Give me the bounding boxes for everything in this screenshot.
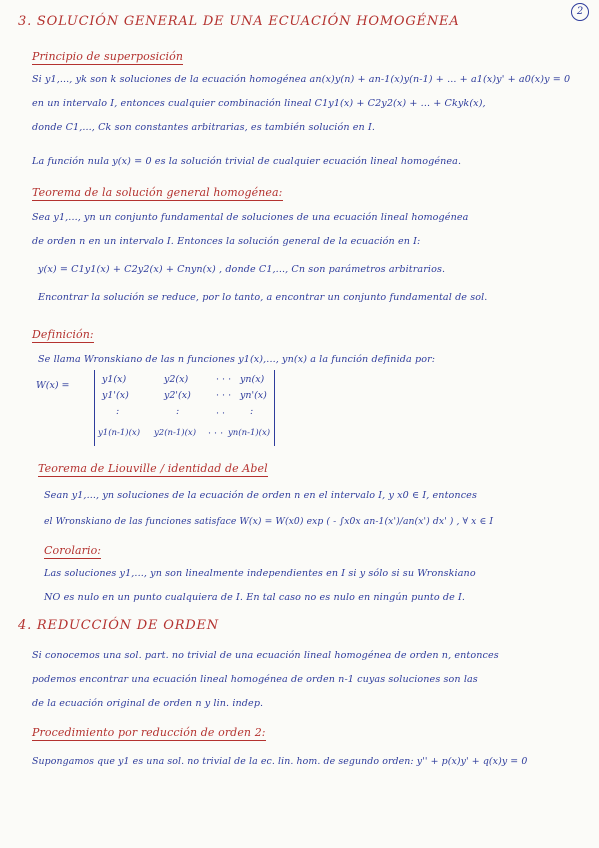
general-theorem-line-4: Encontrar la solución se reduce, por lo tanto, a encontrar un conjunto fundamental de sol. xyxy=(38,292,488,303)
matrix-cell: : xyxy=(116,406,120,417)
corollary-line-1: Las soluciones y1,..., yn son linealmente independientes en I si y sólo si su Wronskiano xyxy=(44,568,476,579)
matrix-cell: y1(x) xyxy=(102,374,127,385)
page-number: 2 xyxy=(571,3,589,21)
general-theorem-line-1: Sea y1,..., yn un conjunto fundamental de soluciones de una ecuación lineal homogénea xyxy=(32,212,469,223)
matrix-cell: yn'(x) xyxy=(240,390,267,401)
definition-heading: Definición: xyxy=(32,328,94,341)
wronskian-matrix xyxy=(36,370,286,448)
matrix-cell: · · · xyxy=(216,390,232,401)
liouville-heading: Teorema de Liouville / identidad de Abel xyxy=(38,462,268,475)
matrix-cell: y2(n-1)(x) xyxy=(154,428,197,438)
corollary-heading: Corolario: xyxy=(44,544,102,557)
general-theorem-heading: Teorema de la solución general homogénea: xyxy=(32,186,283,199)
matrix-cell: yn(x) xyxy=(240,374,265,385)
section-4-line-1: Si conocemos una sol. part. no trivial de una ecuación lineal homogénea de orden n, entonces xyxy=(32,650,499,661)
matrix-cell: yn(n-1)(x) xyxy=(228,428,271,438)
superposition-line-2: en un intervalo I, entonces cualquier combinación lineal C1y1(x) + C2y2(x) + ... + Ckyk(x), xyxy=(32,98,486,109)
matrix-cell: y1(n-1)(x) xyxy=(98,428,141,438)
liouville-line-2: el Wronskiano de las funciones satisface W(x) = W(x0) exp ( - ∫x0x an-1(x')/an(x') dx' ) , ∀ x ∈ I xyxy=(44,516,494,527)
matrix-cell: · · · xyxy=(216,374,232,385)
matrix-cell: · · · xyxy=(208,428,224,439)
matrix-cell: y2(x) xyxy=(164,374,189,385)
definition-line-1: Se llama Wronskiano de las n funciones y1(x),..., yn(x) a la función definida por: xyxy=(38,354,436,365)
liouville-line-1: Sean y1,..., yn soluciones de la ecuación de orden n en el intervalo I, y x0 ∈ I, entonces xyxy=(44,490,477,501)
superposition-heading: Principio de superposición xyxy=(32,50,184,63)
matrix-cell: y1'(x) xyxy=(102,390,129,401)
wronskian-label: W(x) = xyxy=(36,380,70,391)
corollary-line-2: NO es nulo en un punto cualquiera de I. En tal caso no es nulo en ningún punto de I. xyxy=(44,592,466,603)
matrix-cell: : xyxy=(250,406,254,417)
general-theorem-line-3: y(x) = C1y1(x) + C2y2(x) + Cnyn(x) , donde C1,..., Cn son parámetros arbitrarios. xyxy=(38,264,446,275)
section-4-line-2: podemos encontrar una ecuación lineal homogénea de orden n-1 cuyas soluciones son las xyxy=(32,674,478,685)
section-3-title: 3. SOLUCIÓN GENERAL DE UNA ECUACIÓN HOMOGÉNEA xyxy=(18,14,460,29)
matrix-cell: · · xyxy=(216,408,226,419)
section-4-title: 4. REDUCCIÓN DE ORDEN xyxy=(18,618,219,633)
matrix-cell: y2'(x) xyxy=(164,390,191,401)
procedure-line-1: Supongamos que y1 es una sol. no trivial de la ec. lin. hom. de segundo orden: y'' + p(x)y' + q(x)y = 0 xyxy=(32,756,528,767)
superposition-line-3: donde C1,..., Ck son constantes arbitrarias, es también solución en I. xyxy=(32,122,375,133)
section-4-line-3: de la ecuación original de orden n y lin. indep. xyxy=(32,698,264,709)
superposition-line-4: La función nula y(x) = 0 es la solución trivial de cualquier ecuación lineal homogénea. xyxy=(32,156,462,167)
procedure-heading: Procedimiento por reducción de orden 2: xyxy=(32,726,266,739)
superposition-line-1: Si y1,..., yk son k soluciones de la ecuación homogénea an(x)y(n) + an-1(x)y(n-1) + ... + a1(x)y' + a0(x)y = 0 xyxy=(32,74,571,85)
matrix-right-bar xyxy=(274,370,275,446)
matrix-left-bar xyxy=(94,370,95,446)
matrix-cell: : xyxy=(176,406,180,417)
general-theorem-line-2: de orden n en un intervalo I. Entonces la solución general de la ecuación en I: xyxy=(32,236,421,247)
